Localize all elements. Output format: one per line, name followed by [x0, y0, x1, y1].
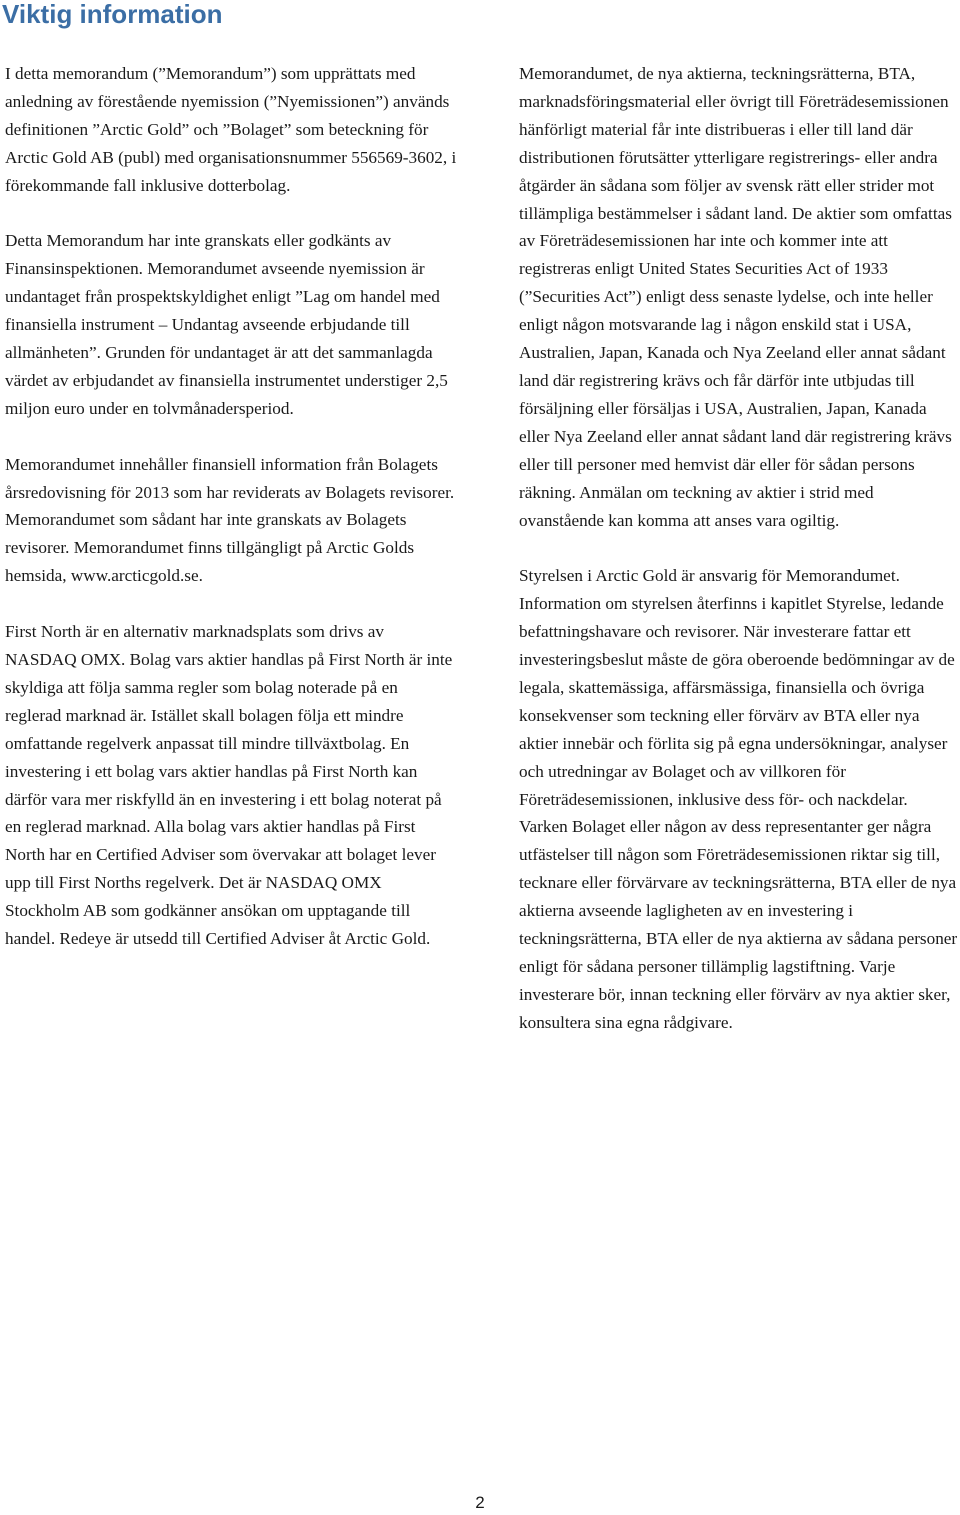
left-column: [5, 60, 457, 953]
paragraph-board-responsibility: Styrelsen i Arctic Gold är ansvarig för Memorandumet. Information om styrelsen återfinns i kapitlet Styrelse, ledande befattningshavare och revisorer. När investerare fattar ett investeringsbeslut måste de göra oberoende bedömningar av de legala, skattemässiga, affärsmässiga, finansiella och övriga konsekvenser som teckning eller förvärv av BTA eller nya aktier innebär och förlita sig på egna undersökningar, analyser och utredningar av Bolaget och av villkoren för Företrädesemissionen, inklusive dess för- och nackdelar. Varken Bolaget eller någon av dess representanter ger några utfästelser till någon som Företrädesemissionen riktar sig till, tecknare eller förvärvare av teckningsrätterna, BTA eller de nya aktierna avseende lagligheten av en investering i teckningsrätterna, BTA eller de nya aktierna av sådana personer enligt för sådana personer tillämplig lagstiftning. Varje investerare bör, innan teckning eller förvärv av nya aktier sker, konsultera sina egna rådgivare.: [519, 566, 958, 1032]
paragraph-exemption: Detta Memorandum har inte granskats eller godkänts av Finansinspektionen. Memorandumet avseende nyemission är undantaget från prospektskyldighet enligt ”Lag om handel med finansiella instrument – Undantag avseende erbjudande till allmänheten”. Grunden för undantaget är att det sammanlagda värdet av erbjudandet av finansiella instrumentet understiger 2,5 miljon euro under en tolvmånadersperiod.: [5, 231, 448, 418]
page-number: 2: [475, 1493, 485, 1512]
right-column: [519, 60, 960, 1037]
paragraph-definitions: I detta memorandum (”Memorandum”) som upprättats med anledning av förestående nyemission (”Nyemissionen”) används definitionen ”Arctic Gold” och ”Bolaget” som beteckning för Arctic Gold AB (publ) med organisationsnummer 556569-3602, i förekommande fall inklusive dotterbolag.: [5, 64, 457, 195]
paragraph-distribution-restrictions: Memorandumet, de nya aktierna, teckningsrätterna, BTA, marknadsföringsmaterial eller övrigt till Företrädesemissionen hänförligt material får inte distribueras i eller till land där distributionen förutsätter ytterligare registrerings- eller andra åtgärder än sådana som följer av svensk rätt eller strider mot tillämpliga bestämmelser i sådant land. De aktier som omfattas av Företrädesemissionen har inte och kommer inte att registreras enligt United States Securities Act of 1933 (”Securities Act”) enligt dess senaste lydelse, och inte heller enligt någon motsvarande lag i någon enskild stat i USA, Australien, Japan, Kanada och Nya Zeeland eller annat sådant land där registrering krävs och får därför inte utbjudas till försäljning eller försäljas i USA, Australien, Japan, Kanada eller Nya Zeeland eller annat sådant land där registrering krävs eller till personer med hemvist där eller för sådan persons räkning. Anmälan om teckning av aktier i strid med ovanstående kan komma att anses vara ogiltig.: [519, 64, 952, 530]
page-title: Viktig information: [2, 0, 223, 29]
paragraph-financial-info: Memorandumet innehåller finansiell information från Bolagets årsredovisning för 2013 som har reviderats av Bolagets revisorer. Memorandumet som sådant har inte granskats av Bolagets revisorer. Memorandumet finns tillgängligt på Arctic Golds hemsida, www.arcticgold.se.: [5, 454, 455, 586]
paragraph-first-north: First North är en alternativ marknadsplats som drivs av NASDAQ OMX. Bolag vars aktier handlas på First North är inte skyldiga att följa samma regler som bolag noterade på en reglerad marknad är. Istället skall bolagen följa ett mindre omfattande regelverk anpassat till mindre tillväxtbolag. En investering i ett bolag vars aktier handlas på First North kan därför vara mer riskfylld än en investering i ett bolag noterat på en reglerad marknad. Alla bolag vars aktier handlas på First North har en Certified Adviser som övervakar att bolaget lever upp till First Norths regelverk. Det är NASDAQ OMX Stockholm AB som godkänner ansökan om upptagande till handel. Redeye är utsedd till Certified Adviser åt Arctic Gold.: [5, 622, 453, 949]
